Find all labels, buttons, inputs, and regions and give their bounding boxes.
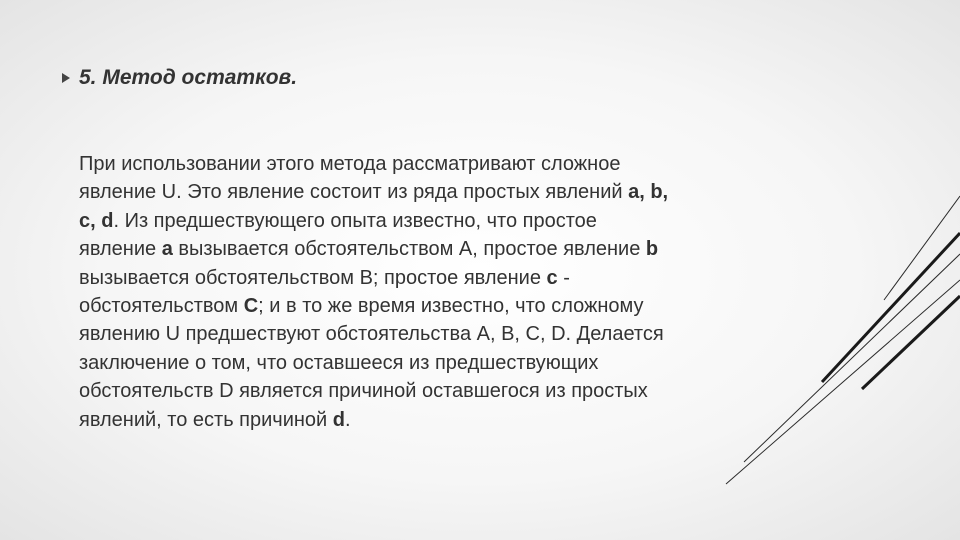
body-text-run: явление U. Это явление состоит из ряда простых явлений xyxy=(79,181,629,204)
body-bold-term: b xyxy=(645,238,659,261)
body-text-run: заключение о том, что оставшееся из предшествующих xyxy=(79,351,599,374)
body-text-run: . Из предшествующего опыта известно, что простое xyxy=(113,209,597,232)
body-text-run: явлению U предшествуют обстоятельства A, B, C, D. Делается xyxy=(79,323,664,346)
decor-line-thin-2 xyxy=(744,254,960,462)
body-text-run: ; и в то же время известно, что сложному xyxy=(258,295,644,318)
decor-line-thick-2 xyxy=(862,296,960,389)
decor-line-thin-3 xyxy=(726,280,960,484)
body-text-run: . xyxy=(345,408,351,431)
body-bold-term: С xyxy=(243,295,259,318)
body-text-run: вызывается обстоятельством А, простое явление xyxy=(172,238,646,261)
heading-text: 5. Метод остатков. xyxy=(79,66,298,89)
body-text-run: При использовании этого метода рассматривают сложное xyxy=(79,153,621,175)
body-text-run: обстоятельством xyxy=(79,295,244,318)
body-text-run: явление xyxy=(79,238,162,261)
body-bold-term: c, d xyxy=(79,209,114,232)
body-bold-term: a xyxy=(161,238,173,261)
body-text-run: вызывается обстоятельством В; простое явление xyxy=(79,266,547,289)
body-bold-term: d xyxy=(332,408,345,431)
body-bold-term: a, b, xyxy=(628,181,669,204)
decor-line-thin-1 xyxy=(884,196,960,300)
body-bold-term: c xyxy=(546,266,558,289)
body-text-run: обстоятельств D является причиной оставшегося из простых xyxy=(79,380,648,403)
body-text-run: - xyxy=(557,266,570,289)
body-text-run: явлений, то есть причиной xyxy=(79,408,333,431)
